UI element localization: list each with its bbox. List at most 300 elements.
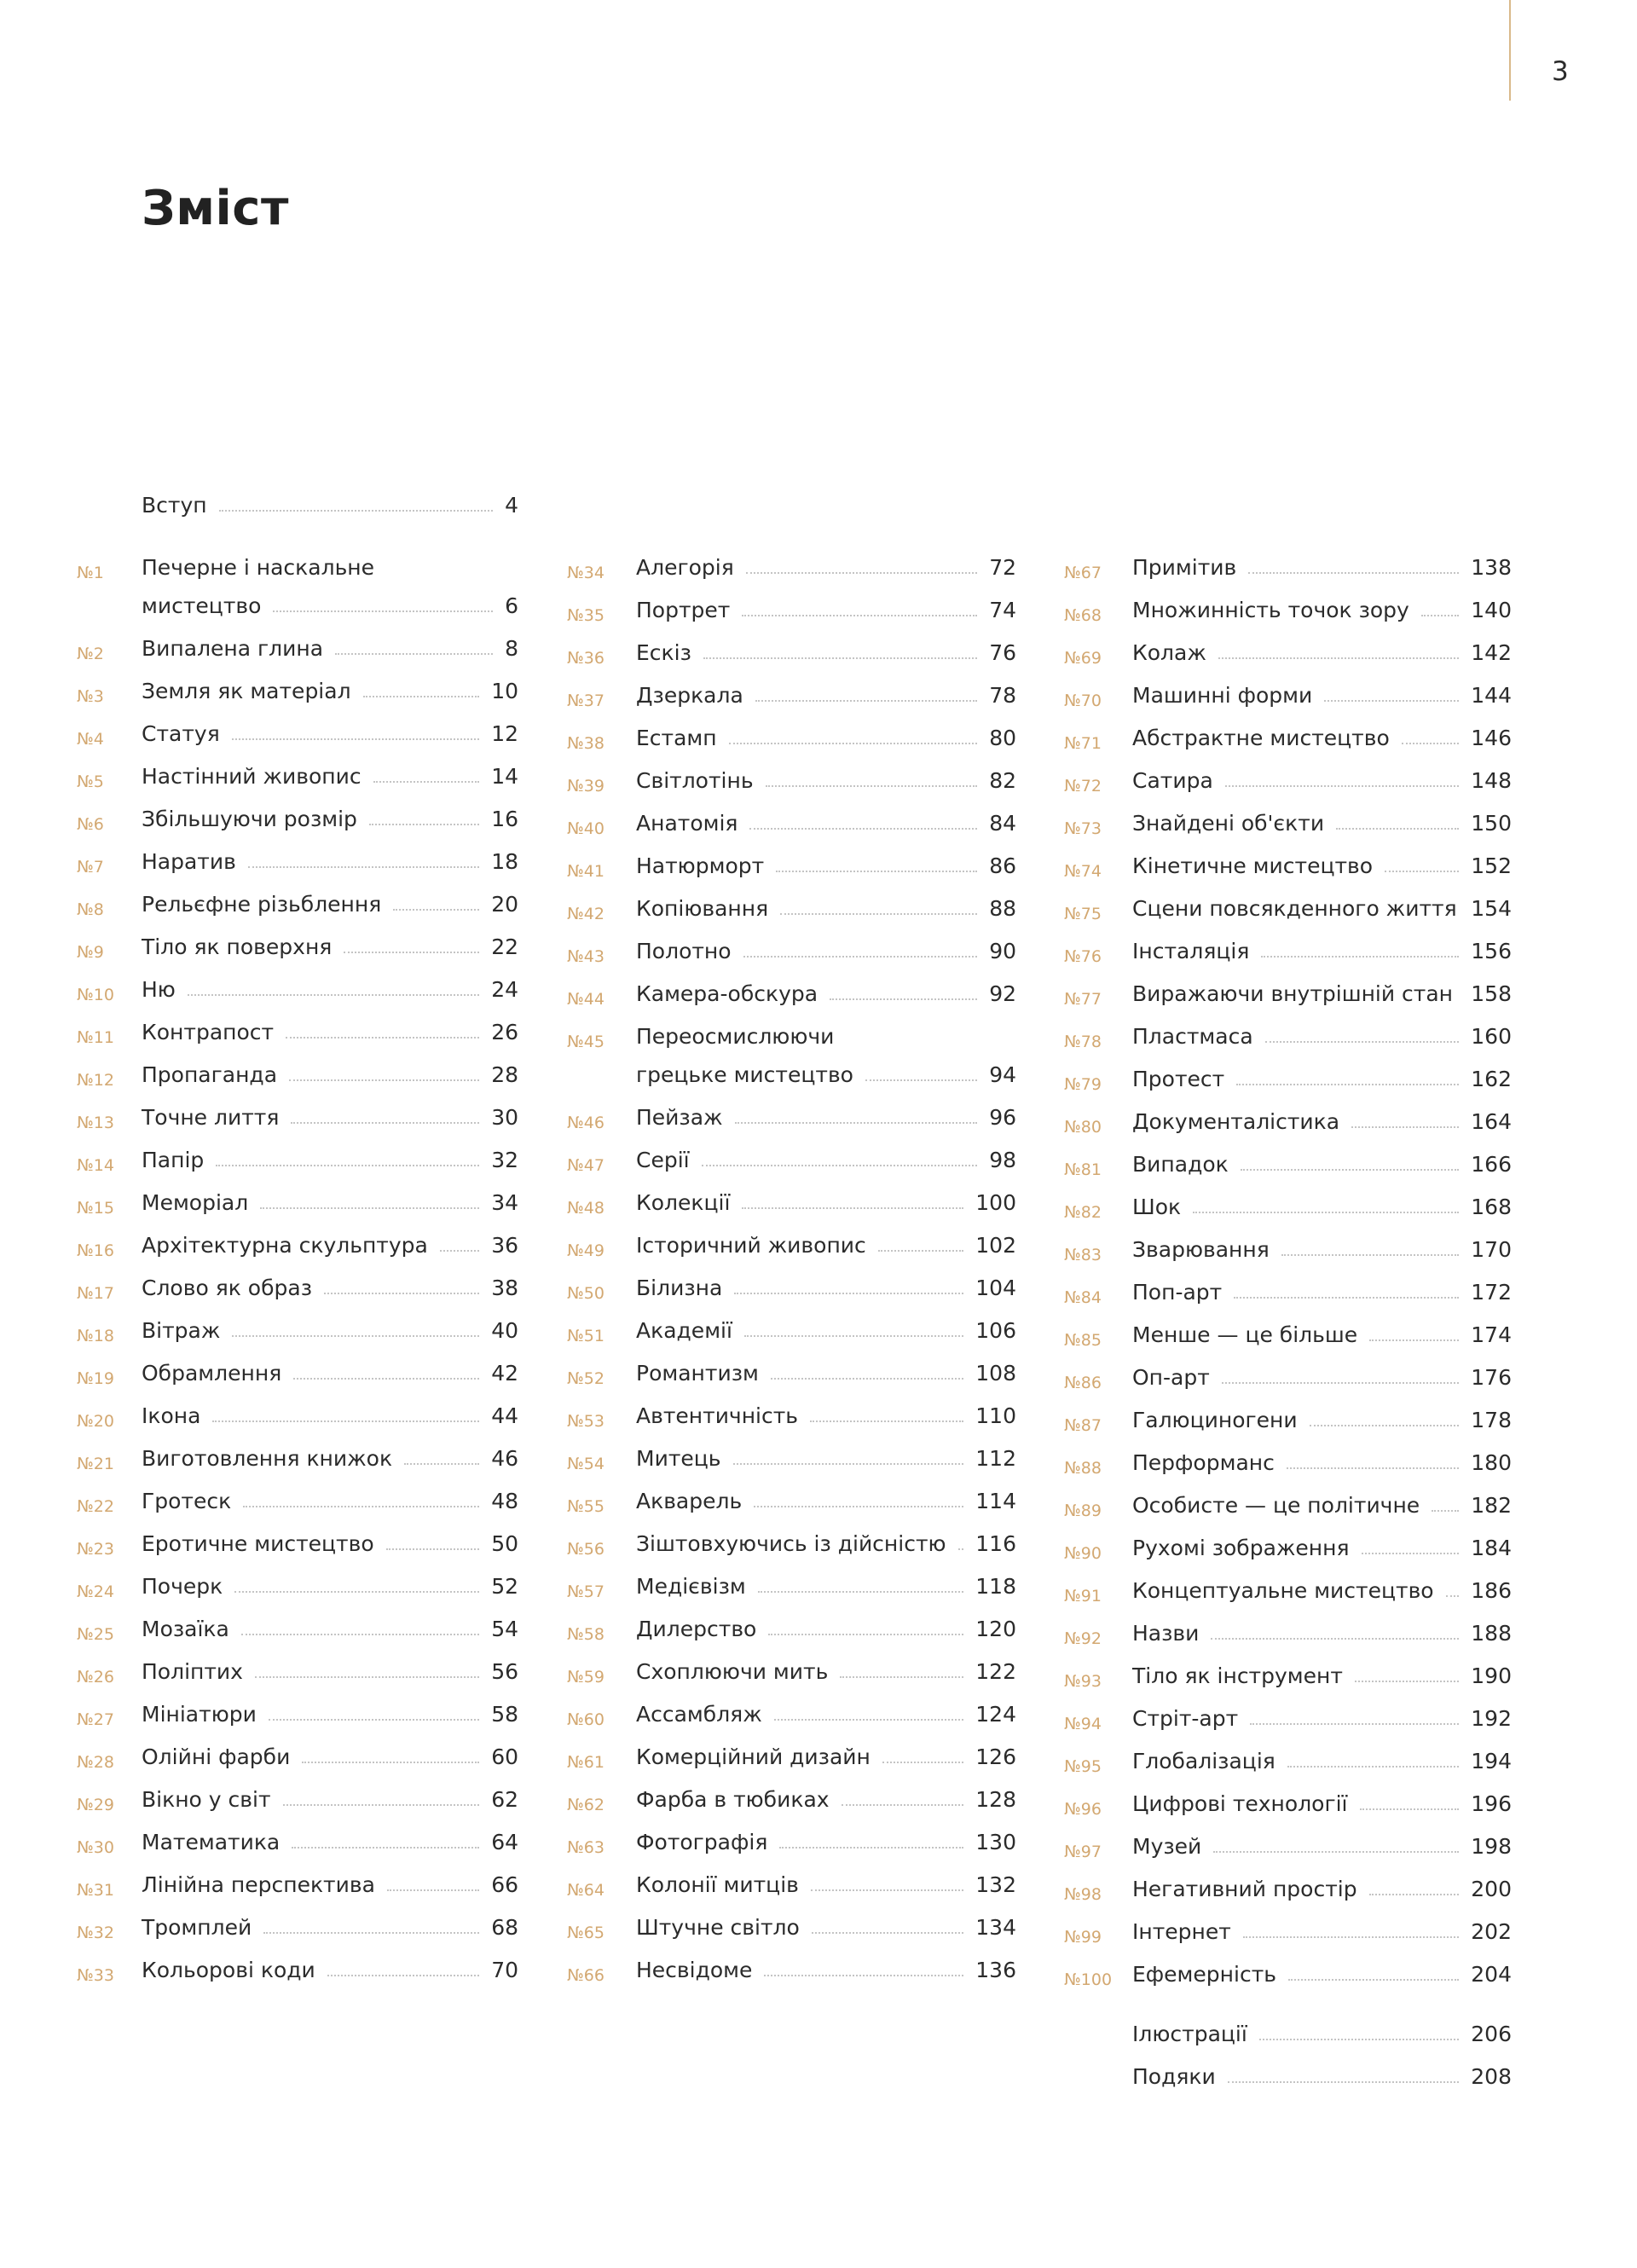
- toc-entry[interactable]: [567, 639, 1016, 674]
- dot-leader: [232, 1335, 479, 1337]
- page-number: 3: [1552, 56, 1569, 87]
- entry-number: №86: [1064, 1374, 1102, 1392]
- dot-leader: [774, 1719, 964, 1721]
- entry-number: №16: [77, 1241, 114, 1260]
- entry-number: №85: [1064, 1331, 1102, 1350]
- entry-title: Рухомі зображення: [1132, 1536, 1350, 1560]
- page-ref: 94: [989, 1062, 1016, 1087]
- entry-title: Сцени повсякденного життя: [1132, 896, 1457, 921]
- toc-entry[interactable]: [1064, 1322, 1512, 1356]
- page-ref: 176: [1471, 1365, 1512, 1390]
- entry-number: №47: [567, 1156, 604, 1175]
- toc-entry[interactable]: [567, 981, 1016, 1015]
- dot-leader: [1432, 1510, 1459, 1512]
- entry-title: Настінний живопис: [142, 764, 362, 789]
- entry-number: №3: [77, 687, 104, 706]
- entry-number: №55: [567, 1497, 604, 1516]
- toc-entry[interactable]: [567, 1786, 1016, 1820]
- page-ref: 38: [491, 1276, 518, 1300]
- entry-number: №88: [1064, 1459, 1102, 1478]
- dot-leader: [1211, 1638, 1459, 1640]
- entry-title: Шок: [1132, 1195, 1182, 1219]
- dot-leader: [810, 1420, 963, 1422]
- toc-entry[interactable]: [77, 1701, 518, 1735]
- toc-entry[interactable]: [1064, 1791, 1512, 1825]
- dot-leader: [1360, 1808, 1460, 1810]
- dot-leader: [1362, 1553, 1460, 1554]
- entry-title: Виражаючи внутрішній стан: [1132, 981, 1454, 1006]
- entry-title: Музей: [1132, 1834, 1202, 1859]
- toc-entry[interactable]: [77, 1019, 518, 1053]
- dot-leader: [1222, 1382, 1459, 1384]
- toc-entry[interactable]: [567, 1445, 1016, 1479]
- toc-entry[interactable]: [567, 1360, 1016, 1394]
- page-ref: 78: [989, 683, 1016, 708]
- entry-title: Архітектурна скульптура: [142, 1233, 428, 1258]
- dot-leader: [212, 1420, 479, 1422]
- entry-title: Несвідоме: [636, 1958, 753, 1982]
- toc-entry[interactable]: [1064, 810, 1512, 844]
- toc-entry[interactable]: [77, 1189, 518, 1224]
- toc-entry[interactable]: [567, 1403, 1016, 1437]
- dot-leader: [878, 1250, 963, 1252]
- toc-entry[interactable]: [1064, 1108, 1512, 1143]
- page-ref: 202: [1471, 1919, 1512, 1944]
- entry-title: Романтизм: [636, 1361, 759, 1386]
- entry-number: №6: [77, 815, 104, 834]
- entry-title: Кольорові коди: [142, 1958, 315, 1982]
- entry-title: Натюрморт: [636, 853, 765, 878]
- toc-entry[interactable]: [77, 1872, 518, 1906]
- entry-number: №79: [1064, 1075, 1102, 1094]
- entry-title: Вступ: [142, 493, 207, 518]
- entry-title: Білизна: [636, 1276, 723, 1300]
- toc-entry[interactable]: [567, 1530, 1016, 1565]
- dot-leader: [755, 700, 977, 702]
- entry-number: №51: [567, 1327, 604, 1345]
- toc-entry[interactable]: [567, 1275, 1016, 1309]
- entry-title: Протест: [1132, 1067, 1225, 1091]
- page-ref: 68: [491, 1915, 518, 1940]
- toc-entry[interactable]: [77, 1786, 518, 1820]
- entry-number: №1: [77, 564, 104, 582]
- page-ref: 112: [975, 1446, 1016, 1471]
- entry-title: Земля як матеріал: [142, 679, 351, 703]
- toc-entry[interactable]: [77, 891, 518, 925]
- dot-leader: [1193, 1212, 1459, 1213]
- toc-entry[interactable]: [1064, 1364, 1512, 1398]
- entry-title: Абстрактне мистецтво: [1132, 726, 1390, 750]
- dot-leader: [1385, 871, 1459, 872]
- dot-leader: [749, 828, 977, 830]
- toc-entry[interactable]: [1064, 767, 1512, 801]
- toc-entry[interactable]: [77, 763, 518, 797]
- toc-entry[interactable]: [567, 938, 1016, 972]
- toc-entry[interactable]: [567, 767, 1016, 801]
- entry-number: №67: [1064, 564, 1102, 582]
- toc-entry[interactable]: [1064, 1194, 1512, 1228]
- entry-number: №34: [567, 564, 604, 582]
- toc-entry[interactable]: [567, 554, 1016, 588]
- toc-entry[interactable]: [77, 678, 518, 712]
- entry-number: №8: [77, 900, 104, 919]
- toc-entry[interactable]: [567, 1023, 1016, 1096]
- page-ref: 48: [491, 1489, 518, 1513]
- entry-title: Оп-арт: [1132, 1365, 1210, 1390]
- toc-entry[interactable]: [77, 1445, 518, 1479]
- page-ref: 140: [1471, 598, 1512, 622]
- entry-title: Перформанс: [1132, 1450, 1275, 1475]
- page-ref: 208: [1471, 2064, 1512, 2089]
- entry-title: Вікно у світ: [142, 1787, 271, 1812]
- entry-title: Математика: [142, 1830, 281, 1854]
- entry-number: №66: [567, 1966, 604, 1985]
- page-rule: [1509, 0, 1511, 101]
- toc-entry[interactable]: [77, 1360, 518, 1394]
- entry-title: Історичний живопис: [636, 1233, 866, 1258]
- dot-leader: [386, 1548, 480, 1550]
- page-ref: 54: [491, 1617, 518, 1641]
- entry-title: Цифрові технології: [1132, 1791, 1348, 1816]
- dot-leader: [742, 1207, 963, 1209]
- toc-entry[interactable]: [1132, 2021, 1512, 2055]
- toc-entry[interactable]: [1064, 725, 1512, 759]
- toc-entry[interactable]: [567, 1317, 1016, 1351]
- dot-leader: [289, 1079, 479, 1081]
- dot-leader: [703, 657, 977, 659]
- entry-title: Примітив: [1132, 555, 1237, 580]
- page-title: Зміст: [142, 181, 289, 236]
- entry-number: №24: [77, 1582, 114, 1601]
- dot-leader: [735, 1122, 978, 1124]
- toc-entry[interactable]: [567, 1957, 1016, 1991]
- entry-title: Копіювання: [636, 896, 769, 921]
- entry-title: Виготовлення книжок: [142, 1446, 393, 1471]
- dot-leader: [1369, 1894, 1460, 1895]
- page-ref: 158: [1471, 981, 1512, 1006]
- entry-title: Наратив: [142, 849, 236, 874]
- entry-title: Меморіал: [142, 1190, 249, 1215]
- entry-number: №36: [567, 649, 604, 668]
- toc-entry[interactable]: [567, 1616, 1016, 1650]
- page-ref: 72: [989, 555, 1016, 580]
- dot-leader: [286, 1037, 479, 1039]
- toc-entry[interactable]: [77, 1829, 518, 1863]
- toc-entry[interactable]: [1064, 1492, 1512, 1526]
- entry-title: Ассамбляж: [636, 1702, 762, 1727]
- entry-number: №95: [1064, 1757, 1102, 1776]
- entry-number: №14: [77, 1156, 114, 1175]
- page-ref: 174: [1471, 1322, 1512, 1347]
- entry-title: Тромплей: [142, 1915, 252, 1940]
- page-ref: 142: [1471, 640, 1512, 665]
- toc-entry[interactable]: [567, 682, 1016, 716]
- dot-leader: [1234, 1297, 1459, 1299]
- entry-number: №41: [567, 862, 604, 881]
- page-ref: 126: [975, 1744, 1016, 1769]
- page-ref: 86: [989, 853, 1016, 878]
- toc-entry[interactable]: [77, 1488, 518, 1522]
- page-ref: 8: [505, 636, 518, 661]
- dot-leader: [232, 738, 479, 740]
- dot-leader: [1213, 1851, 1459, 1853]
- toc-entry[interactable]: [1064, 639, 1512, 674]
- toc-entry[interactable]: [567, 1701, 1016, 1735]
- page-ref: 4: [505, 493, 518, 518]
- entry-number: №31: [77, 1881, 114, 1900]
- dot-leader: [1288, 1979, 1459, 1981]
- entry-title: Точне лиття: [142, 1105, 280, 1130]
- toc-entry[interactable]: [77, 1232, 518, 1266]
- entry-title: Поліптих: [142, 1659, 243, 1684]
- dot-leader: [733, 1463, 964, 1465]
- dot-leader: [1336, 828, 1459, 830]
- entry-title: грецьке мистецтво: [636, 1062, 853, 1087]
- toc-entry[interactable]: [77, 1957, 518, 1991]
- toc-entry[interactable]: [77, 1658, 518, 1692]
- toc-entry[interactable]: [77, 1744, 518, 1778]
- toc-entry[interactable]: [77, 1616, 518, 1650]
- page-ref: 102: [975, 1233, 1016, 1258]
- toc-entry[interactable]: [77, 934, 518, 968]
- page-ref: 36: [491, 1233, 518, 1258]
- entry-title: Знайдені об'єкти: [1132, 811, 1325, 836]
- page-ref: 160: [1471, 1024, 1512, 1049]
- toc-entry[interactable]: [77, 720, 518, 755]
- toc-entry[interactable]: [1064, 1151, 1512, 1185]
- page-ref: 148: [1471, 768, 1512, 793]
- toc-entry[interactable]: [567, 1914, 1016, 1948]
- entry-number: №54: [567, 1455, 604, 1473]
- dot-leader: [702, 1165, 978, 1166]
- dot-leader: [1259, 2039, 1459, 2040]
- page-ref: 186: [1471, 1578, 1512, 1603]
- entry-number: №44: [567, 990, 604, 1009]
- entry-title: Ескіз: [636, 640, 691, 665]
- dot-leader: [1287, 1766, 1459, 1768]
- toc-entry[interactable]: [1064, 1449, 1512, 1484]
- entry-title: Штучне світло: [636, 1915, 800, 1940]
- dot-leader: [811, 1889, 963, 1891]
- entry-number: №27: [77, 1710, 114, 1729]
- entry-number: №5: [77, 772, 104, 791]
- toc-entry[interactable]: [77, 1317, 518, 1351]
- page-ref: 56: [491, 1659, 518, 1684]
- toc-entry[interactable]: [77, 554, 518, 627]
- page-ref: 52: [491, 1574, 518, 1599]
- toc-entry[interactable]: [1064, 853, 1512, 887]
- entry-number: №19: [77, 1369, 114, 1388]
- page-ref: 128: [975, 1787, 1016, 1812]
- entry-title: Глобалізація: [1132, 1749, 1275, 1773]
- page-ref: 70: [491, 1958, 518, 1982]
- entry-title: Вітраж: [142, 1318, 221, 1343]
- entry-number: №15: [77, 1199, 114, 1218]
- toc-entry[interactable]: [1064, 1279, 1512, 1313]
- entry-title: Галюциногени: [1132, 1408, 1298, 1432]
- dot-leader: [1248, 572, 1459, 574]
- toc-entry[interactable]: [1064, 1066, 1512, 1100]
- entry-number: №98: [1064, 1885, 1102, 1904]
- page-ref: 42: [491, 1361, 518, 1386]
- entry-number: №46: [567, 1114, 604, 1132]
- toc-entry[interactable]: [77, 1403, 518, 1437]
- toc-entry[interactable]: [567, 895, 1016, 929]
- entry-title: Фарба в тюбиках: [636, 1787, 830, 1812]
- entry-number: №83: [1064, 1246, 1102, 1264]
- entry-title: Папір: [142, 1148, 205, 1172]
- entry-number: №75: [1064, 905, 1102, 923]
- toc-entry[interactable]: [567, 1104, 1016, 1138]
- toc-entry[interactable]: [77, 635, 518, 669]
- entry-number: №40: [567, 819, 604, 838]
- dot-leader: [335, 653, 493, 655]
- toc-entry[interactable]: [1064, 895, 1512, 929]
- toc-entry[interactable]: [567, 1147, 1016, 1181]
- page-ref: 34: [491, 1190, 518, 1215]
- entry-title: Тіло як поверхня: [142, 934, 333, 959]
- toc-entry[interactable]: [77, 1147, 518, 1181]
- toc-entry[interactable]: [1064, 1961, 1512, 1995]
- toc-entry[interactable]: [77, 492, 518, 526]
- dot-leader: [1310, 1425, 1460, 1426]
- entry-title: Академії: [636, 1318, 732, 1343]
- toc-entry[interactable]: [567, 1573, 1016, 1607]
- dot-leader: [302, 1762, 479, 1763]
- toc-entry[interactable]: [1064, 1833, 1512, 1867]
- toc-entry[interactable]: [1064, 1407, 1512, 1441]
- dot-leader: [744, 1335, 963, 1337]
- entry-title: Фотографія: [636, 1830, 768, 1854]
- page-ref: 184: [1471, 1536, 1512, 1560]
- entry-number: №10: [77, 986, 114, 1004]
- entry-number: №22: [77, 1497, 114, 1516]
- toc-entry[interactable]: [1132, 2063, 1512, 2097]
- toc-entry[interactable]: [77, 1275, 518, 1309]
- entry-number: №48: [567, 1199, 604, 1218]
- toc-entry[interactable]: [1064, 981, 1512, 1015]
- dot-leader: [324, 1293, 479, 1294]
- toc-entry[interactable]: [567, 1829, 1016, 1863]
- dot-leader: [1218, 657, 1459, 659]
- entry-title: Акварель: [636, 1489, 743, 1513]
- entry-number: №30: [77, 1838, 114, 1857]
- entry-number: №12: [77, 1071, 114, 1090]
- dot-leader: [958, 1548, 964, 1550]
- entry-number: №91: [1064, 1587, 1102, 1606]
- toc-entry[interactable]: [77, 976, 518, 1010]
- entry-number: №56: [567, 1540, 604, 1559]
- toc-entry[interactable]: [77, 806, 518, 840]
- toc-entry[interactable]: [77, 1104, 518, 1138]
- toc-entry[interactable]: [567, 725, 1016, 759]
- toc-entry[interactable]: [1064, 1577, 1512, 1611]
- dot-leader: [779, 1847, 963, 1849]
- toc-entry[interactable]: [567, 1232, 1016, 1266]
- toc-entry[interactable]: [567, 1189, 1016, 1224]
- dot-leader: [771, 1378, 963, 1380]
- page-ref: 26: [491, 1020, 518, 1044]
- entry-number: №59: [567, 1668, 604, 1687]
- entry-number: №97: [1064, 1843, 1102, 1861]
- page-ref: 200: [1471, 1877, 1512, 1901]
- entry-number: №93: [1064, 1672, 1102, 1691]
- toc-entry[interactable]: [77, 1530, 518, 1565]
- toc-entry[interactable]: [567, 853, 1016, 887]
- toc-entry[interactable]: [567, 1488, 1016, 1522]
- page-ref: 76: [989, 640, 1016, 665]
- toc-entry[interactable]: [1064, 1705, 1512, 1739]
- toc-entry[interactable]: [1064, 682, 1512, 716]
- entry-title: Світлотінь: [636, 768, 754, 793]
- toc-entry[interactable]: [1064, 1236, 1512, 1270]
- page-ref: 180: [1471, 1450, 1512, 1475]
- entry-number: №68: [1064, 606, 1102, 625]
- toc-entry[interactable]: [567, 1744, 1016, 1778]
- entry-number: №90: [1064, 1544, 1102, 1563]
- page-ref: 136: [975, 1958, 1016, 1982]
- entry-number: №21: [77, 1455, 114, 1473]
- dot-leader: [369, 824, 479, 825]
- entry-title: Тіло як інструмент: [1132, 1663, 1343, 1688]
- entry-number: №35: [567, 606, 604, 625]
- toc-entry[interactable]: [1064, 1023, 1512, 1057]
- toc-entry[interactable]: [1064, 1535, 1512, 1569]
- dot-leader: [283, 1804, 480, 1806]
- toc-entry[interactable]: [567, 810, 1016, 844]
- entry-number: №4: [77, 730, 104, 749]
- toc-entry[interactable]: [77, 848, 518, 882]
- toc-entry[interactable]: [77, 1062, 518, 1096]
- toc-entry[interactable]: [1064, 938, 1512, 972]
- toc-entry[interactable]: [1064, 1876, 1512, 1910]
- dot-leader: [1369, 1339, 1459, 1341]
- dot-leader: [292, 1847, 479, 1849]
- entry-title: Стріт-арт: [1132, 1706, 1239, 1731]
- toc-entry[interactable]: [567, 1658, 1016, 1692]
- toc-entry[interactable]: [567, 1872, 1016, 1906]
- page-ref: 84: [989, 811, 1016, 836]
- page-ref: 24: [491, 977, 518, 1002]
- entry-number: №89: [1064, 1501, 1102, 1520]
- dot-leader: [865, 1079, 977, 1081]
- dot-leader: [766, 785, 978, 787]
- toc-entry[interactable]: [77, 1573, 518, 1607]
- entry-number: №60: [567, 1710, 604, 1729]
- dot-leader: [260, 1207, 479, 1209]
- entry-title: Пластмаса: [1132, 1024, 1253, 1049]
- entry-title: Колаж: [1132, 640, 1206, 665]
- entry-title: Почерк: [142, 1574, 223, 1599]
- toc-entry[interactable]: [1064, 597, 1512, 631]
- entry-number: №77: [1064, 990, 1102, 1009]
- toc-entry[interactable]: [1064, 1620, 1512, 1654]
- toc-entry[interactable]: [1064, 554, 1512, 588]
- toc-entry[interactable]: [567, 597, 1016, 631]
- entry-number: №29: [77, 1796, 114, 1814]
- toc-entry[interactable]: [1064, 1663, 1512, 1697]
- toc-entry[interactable]: [1064, 1748, 1512, 1782]
- toc-entry[interactable]: [1064, 1918, 1512, 1953]
- entry-title: Дилерство: [636, 1617, 757, 1641]
- toc-entry[interactable]: [77, 1914, 518, 1948]
- dot-leader: [440, 1250, 479, 1252]
- entry-number: №73: [1064, 819, 1102, 838]
- page-ref: 166: [1471, 1152, 1512, 1177]
- dot-leader: [291, 1122, 479, 1124]
- page-ref: 66: [491, 1872, 518, 1897]
- entry-title: Мозаїка: [142, 1617, 229, 1641]
